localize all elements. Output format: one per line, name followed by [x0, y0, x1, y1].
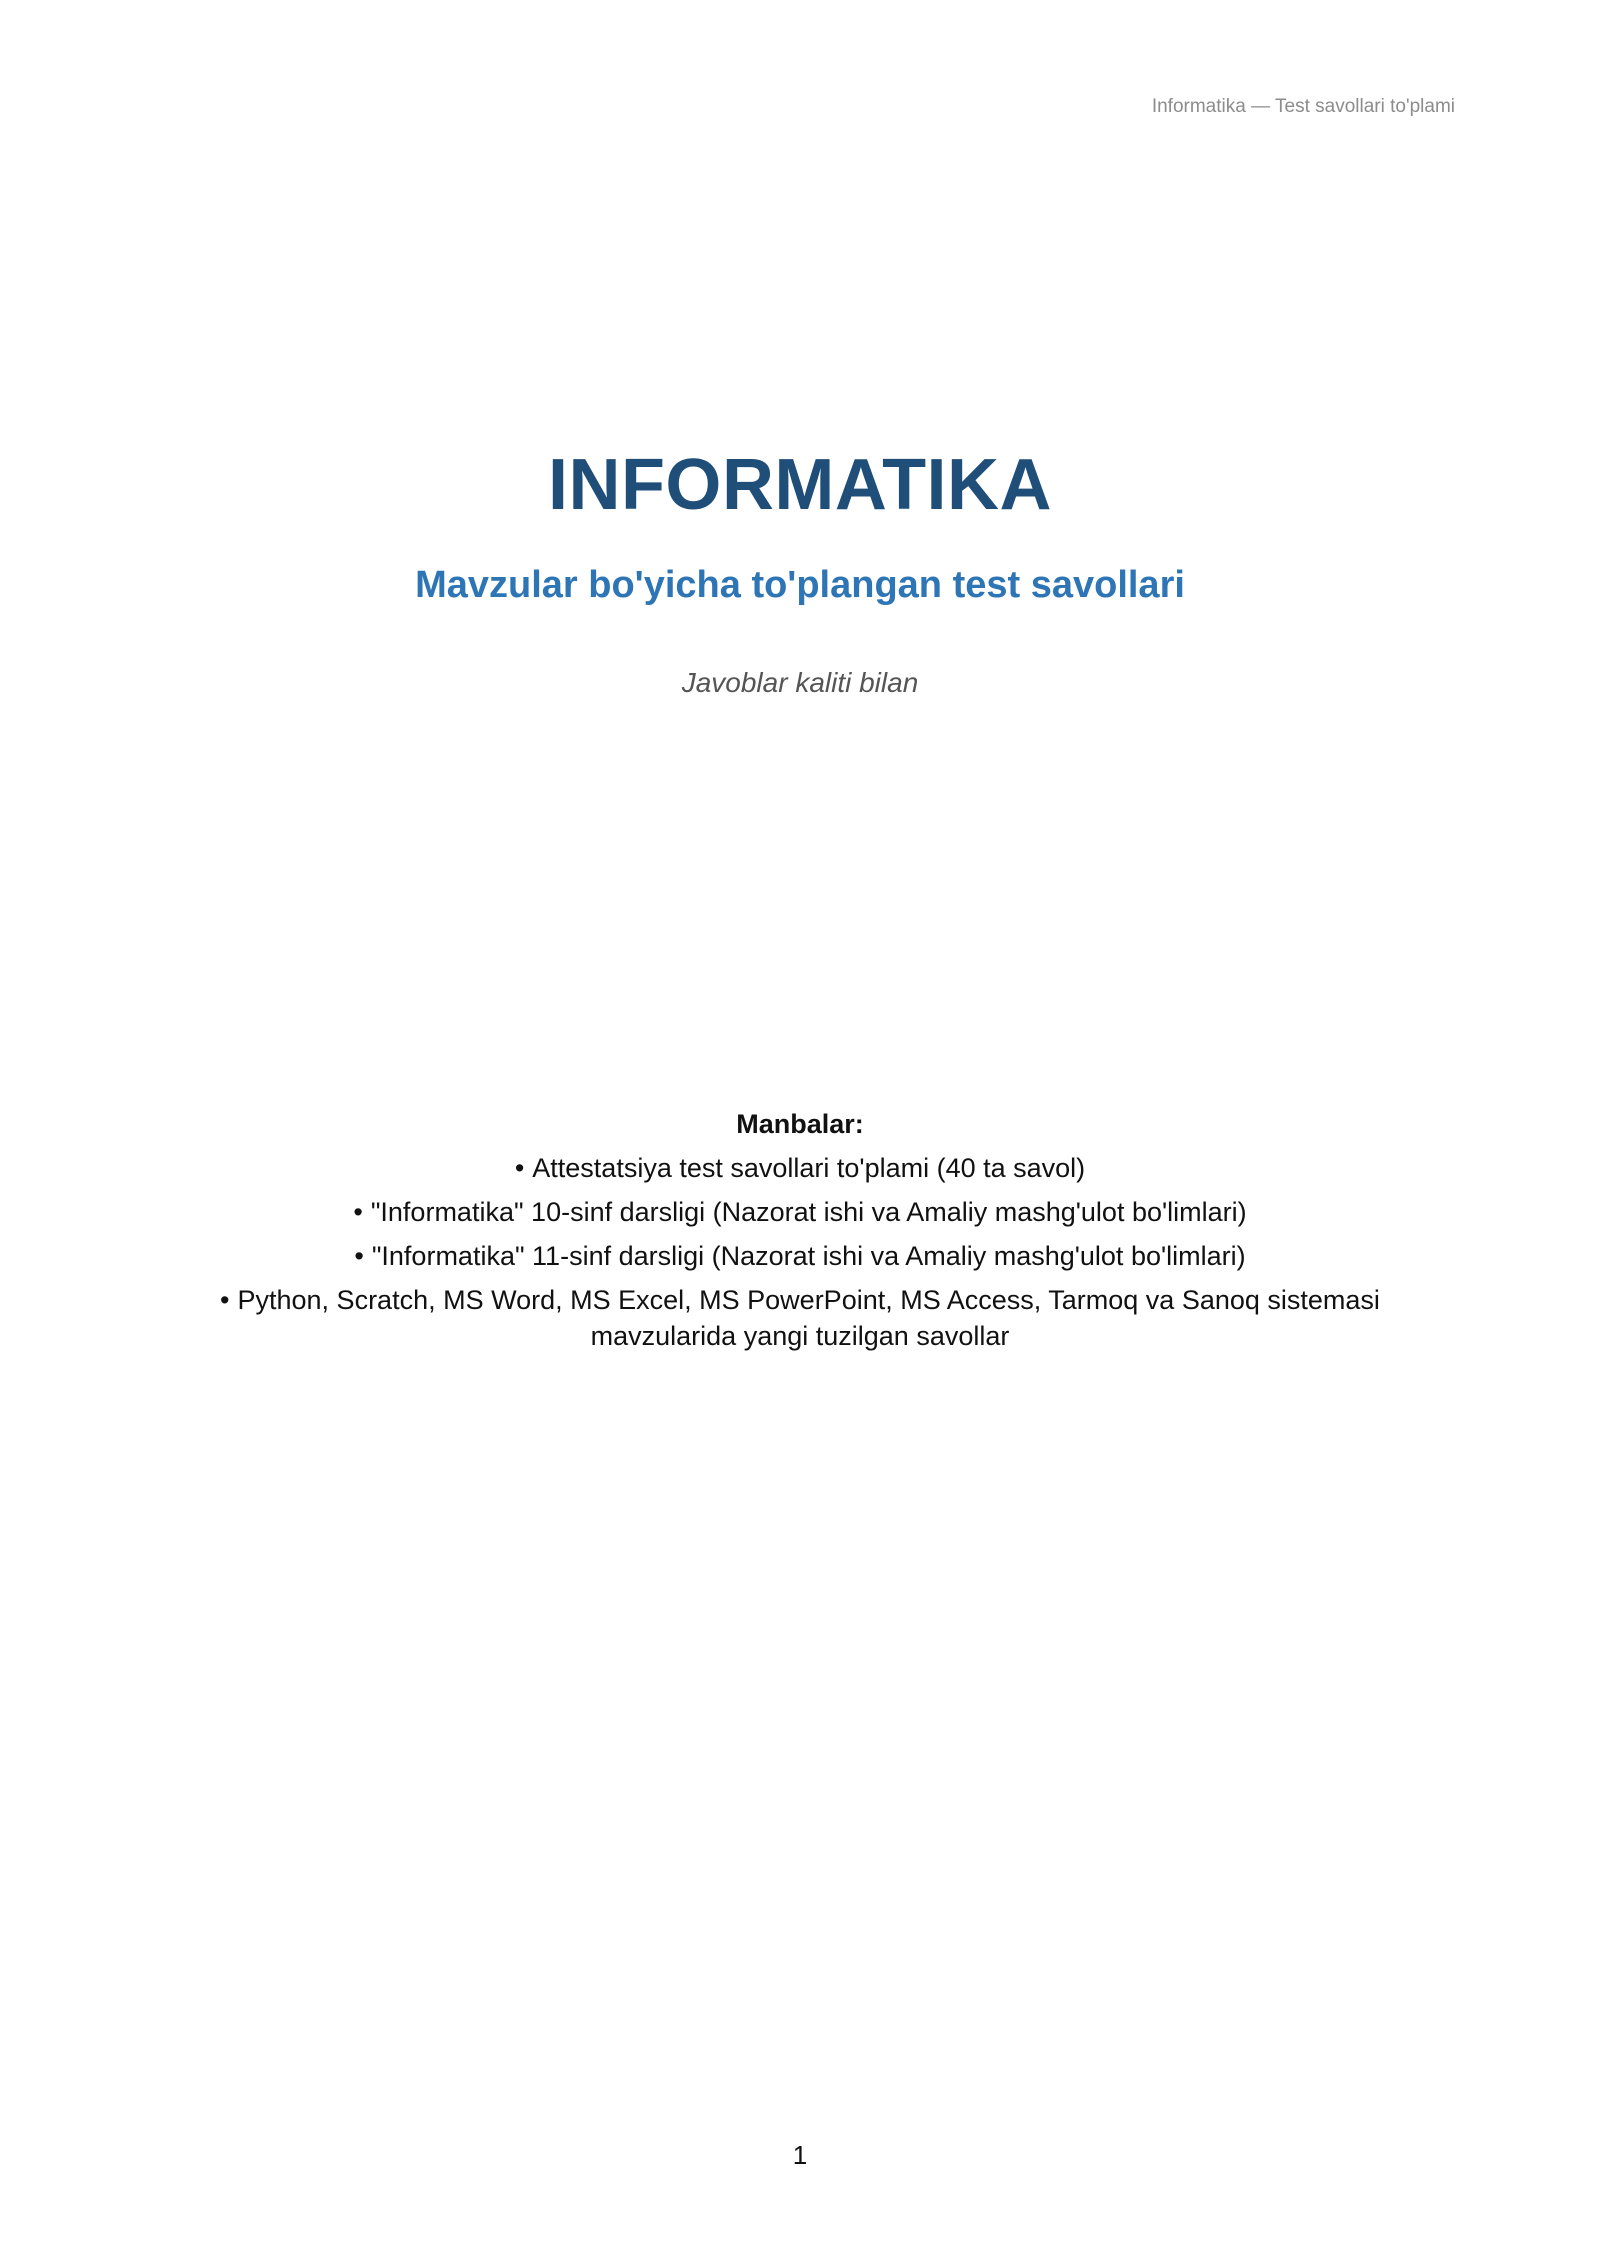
- source-item: [150, 1282, 1450, 1354]
- bullet-icon: •: [353, 1197, 363, 1227]
- source-item-text: Python, Scratch, MS Word, MS Excel, MS PowerPoint, MS Access, Tarmoq va Sanoq sistemasi mavzularida yangi tuzilgan savollar: [237, 1285, 1380, 1351]
- bullet-icon: •: [514, 1153, 525, 1183]
- source-item-text: Attestatsiya test savollari to'plami (40 ta savol): [532, 1153, 1086, 1183]
- bullet-icon: •: [220, 1285, 230, 1315]
- source-item: [150, 1194, 1450, 1230]
- document-title: INFORMATIKA: [547, 445, 1053, 525]
- source-item: [150, 1150, 1450, 1186]
- source-item-text: "Informatika" 11-sinf darsligi (Nazorat ishi va Amaliy mashg'ulot bo'limlari): [371, 1241, 1246, 1271]
- sources-list: [150, 1150, 1450, 1354]
- sources-heading: Manbalar:: [736, 1109, 864, 1139]
- document-subtitle: Mavzular bo'yicha to'plangan test savollari: [415, 564, 1185, 606]
- document-tagline: Javoblar kaliti bilan: [681, 667, 919, 698]
- bullet-icon: •: [354, 1241, 364, 1271]
- sources-section: [150, 1106, 1450, 1362]
- source-item-text: "Informatika" 10-sinf darsligi (Nazorat ishi va Amaliy mashg'ulot bo'limlari): [370, 1197, 1247, 1227]
- source-item: [150, 1238, 1450, 1274]
- running-header: Informatika — Test savollari to'plami: [1151, 96, 1455, 117]
- page-number: 1: [792, 2140, 808, 2170]
